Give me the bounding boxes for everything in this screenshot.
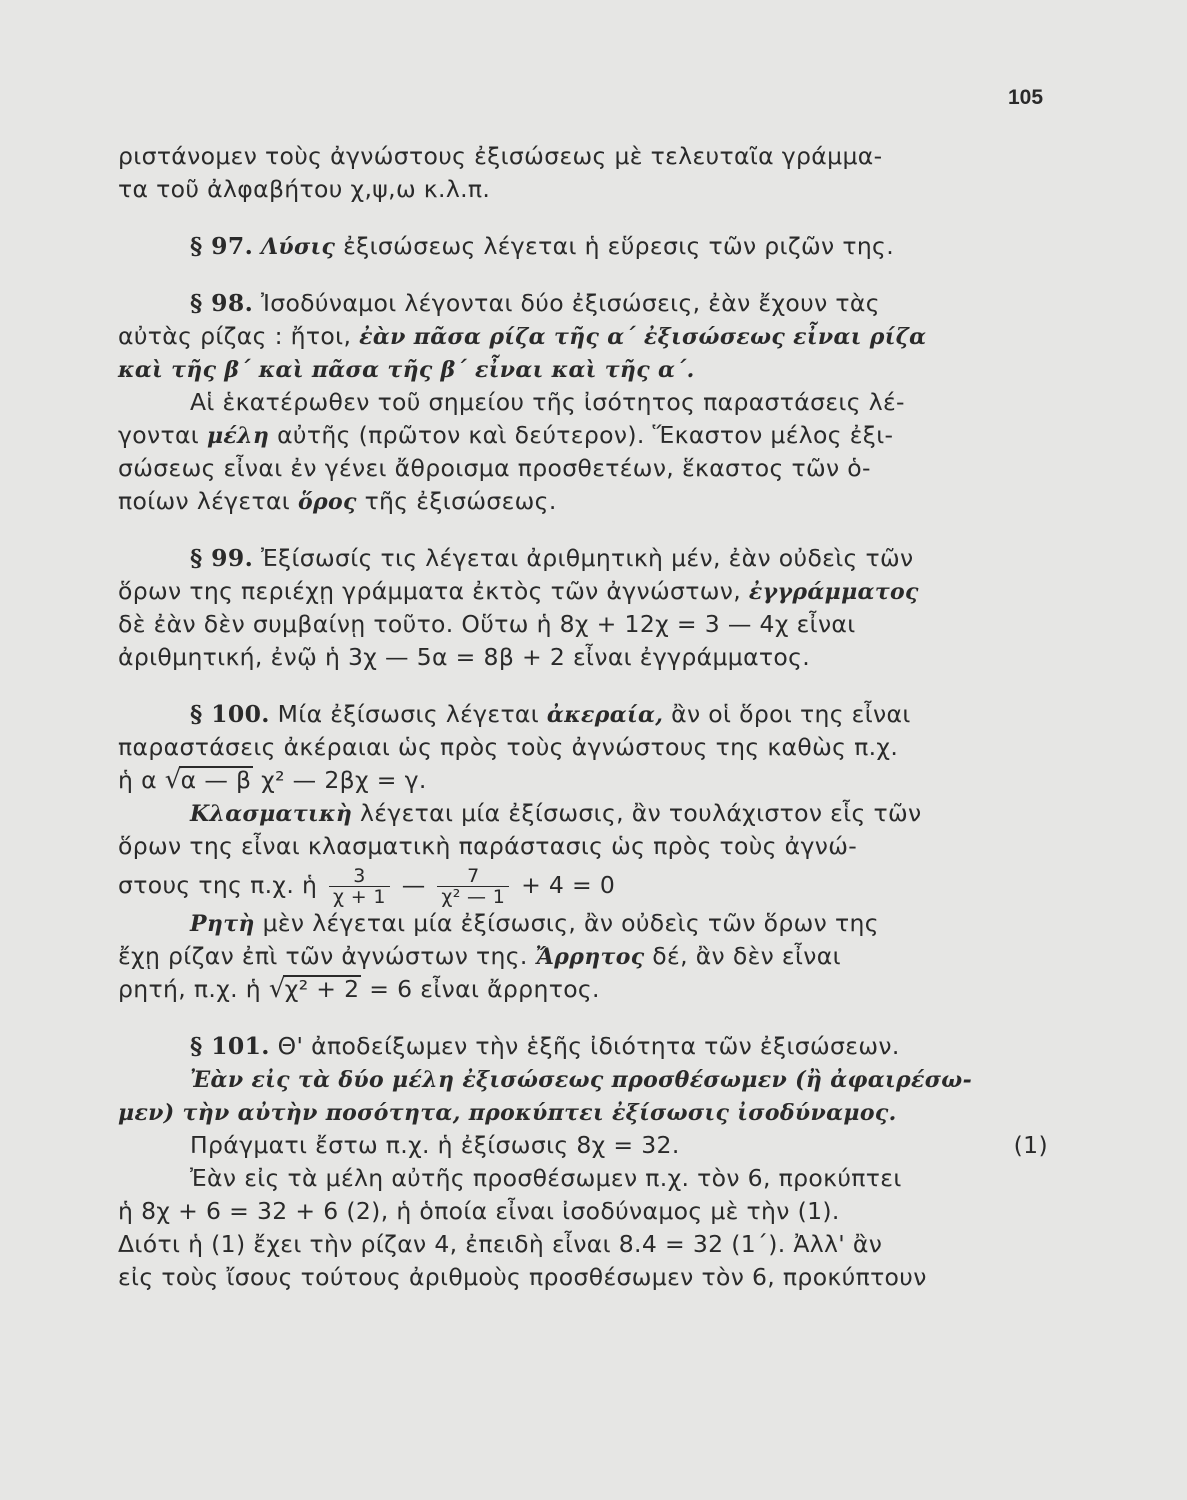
text: Θ' ἀποδείξωμεν τὴν ἑξῆς ἰδιότητα τῶν ἐξισώσεων. xyxy=(277,1032,900,1060)
text-line: Αἱ ἑκατέρωθεν τοῦ σημείου τῆς ἰσότητος παραστάσεις λέ- xyxy=(190,388,905,416)
text: ἐξισώσεως λέγεται ἡ εὕρεσις τῶν ριζῶν της. xyxy=(343,232,895,260)
denominator: χ + 1 xyxy=(333,886,386,908)
text: Πράγματι ἔστω π.χ. ἡ ἐξίσωσις 8χ = 32. xyxy=(190,1131,680,1159)
emphasis: καὶ τῆς β΄ καὶ πᾶσα τῆς β΄ εἶναι καὶ τῆς α΄. xyxy=(118,357,695,383)
term: Λύσις xyxy=(260,234,336,260)
text-line xyxy=(118,1096,1048,1129)
text-line xyxy=(118,940,1048,973)
text: = 6 εἶναι ἄρρητος. xyxy=(369,975,600,1003)
term: ἀκεραία, xyxy=(546,702,664,728)
numerator: 7 xyxy=(437,866,509,887)
text: Ἐξίσωσίς τις λέγεται ἀριθμητικὴ μέν, ἐὰν οὐδεὶς τῶν xyxy=(260,544,914,572)
section-101 xyxy=(118,1030,1048,1063)
text-line: παραστάσεις ἀκέραιαι ὡς πρὸς τοὺς ἀγνώστους της καθὼς π.χ. xyxy=(118,733,899,761)
section-98 xyxy=(118,287,1048,320)
equation-tag: (1) xyxy=(1013,1131,1048,1159)
text: χ² — 2βχ = γ. xyxy=(261,766,427,794)
term: Ρητὴ xyxy=(190,911,255,937)
text-line: ἀριθμητική, ἐνῷ ἡ 3χ — 5α = 8β + 2 εἶναι ἐγγράμματος. xyxy=(118,643,811,671)
text-line: ριστάνομεν τοὺς ἀγνώστους ἐξισώσεως μὲ τελευταῖα γράμμα- xyxy=(118,142,883,170)
text: + 4 = 0 xyxy=(521,871,616,899)
text-line: Διότι ἡ (1) ἔχει τὴν ρίζαν 4, ἐπειδὴ εἶναι 8.4 = 32 (1΄). Ἀλλ' ἂν xyxy=(118,1230,883,1258)
text: ποίων λέγεται xyxy=(118,487,291,515)
text: αὐτῆς (πρῶτον καὶ δεύτερον). Ἕκαστον μέλος ἐξι- xyxy=(277,421,894,449)
text-line xyxy=(118,1063,1048,1096)
text: ἂν οἱ ὅροι της εἶναι xyxy=(671,700,911,728)
term: μέλη xyxy=(206,423,270,449)
text-line xyxy=(118,1129,1048,1162)
radicand: χ² + 2 xyxy=(284,975,360,1003)
emphasis: μεν) τὴν αὐτὴν ποσότητα, προκύπτει ἐξίσωσις ἰσοδύναμος. xyxy=(118,1100,897,1126)
text: Ἰσοδύναμοι λέγονται δύο ἐξισώσεις, ἐὰν ἔχουν τὰς xyxy=(260,289,880,317)
section-number: § 98. xyxy=(190,289,254,317)
formula-line xyxy=(118,973,1048,1006)
text: γονται xyxy=(118,421,200,449)
text: μὲν λέγεται μία ἐξίσωσις, ἂν οὐδεὶς τῶν ὅρων της xyxy=(262,909,879,937)
text: ρητή, π.χ. ἡ xyxy=(118,975,262,1003)
term: Κλασματικὴ xyxy=(190,801,353,827)
section-97 xyxy=(118,230,1048,263)
text-line: εἰς τοὺς ἴσους τούτους ἀριθμοὺς προσθέσωμεν τὸν 6, προκύπτουν xyxy=(118,1263,927,1291)
page-number: 105 xyxy=(1008,86,1044,109)
text-line xyxy=(118,353,1048,386)
radicand: α — β xyxy=(180,766,252,794)
text-line: ἡ 8χ + 6 = 32 + 6 (2), ἡ ὁποία εἶναι ἰσοδύναμος μὲ τὴν (1). xyxy=(118,1197,840,1225)
radical-sign: √ xyxy=(268,974,286,1004)
text-line xyxy=(118,320,1048,353)
section-number: § 99. xyxy=(190,544,254,572)
text: Μία ἐξίσωσις λέγεται xyxy=(277,700,540,728)
section-number: § 97. xyxy=(190,232,254,260)
page-body xyxy=(118,140,1048,1294)
formula-line xyxy=(118,764,1048,797)
text: ὅρων της περιέχῃ γράμματα ἐκτὸς τῶν ἀγνώστων, xyxy=(118,577,742,605)
numerator: 3 xyxy=(329,866,390,887)
emphasis: Ἐὰν εἰς τὰ δύο μέλη ἐξισώσεως προσθέσωμεν (ἢ ἀφαιρέσω- xyxy=(190,1067,973,1093)
text-line: σώσεως εἶναι ἐν γένει ἄθροισμα προσθετέων, ἕκαστος τῶν ὁ- xyxy=(118,454,871,482)
denominator: χ² — 1 xyxy=(441,886,506,908)
radical-sign: √ xyxy=(164,765,182,795)
fraction xyxy=(437,866,509,907)
text: αὐτὰς ρίζας : ἤτοι, xyxy=(118,322,352,350)
text: στους της π.χ. ἡ xyxy=(118,871,318,899)
text-line xyxy=(118,797,1048,830)
text: λέγεται μία ἐξίσωσις, ἂν τουλάχιστον εἷς τῶν xyxy=(360,799,922,827)
text-line: δὲ ἐὰν δὲν συμβαίνῃ τοῦτο. Οὕτω ἡ 8χ + 12χ = 3 — 4χ εἶναι xyxy=(118,610,856,638)
text-line xyxy=(118,575,1048,608)
section-number: § 101. xyxy=(190,1032,270,1060)
emphasis: ἐὰν πᾶσα ρίζα τῆς α΄ ἐξισώσεως εἶναι ρίζα xyxy=(359,324,927,350)
text-line: τα τοῦ ἀλφαβήτου χ,ψ,ω κ.λ.π. xyxy=(118,175,491,203)
text: ἔχῃ ρίζαν ἐπὶ τῶν ἀγνώστων της. xyxy=(118,942,528,970)
text-line xyxy=(118,485,1048,518)
text: τῆς ἐξισώσεως. xyxy=(364,487,557,515)
text: ἡ α xyxy=(118,766,157,794)
section-99 xyxy=(118,542,1048,575)
text-line: ὅρων της εἶναι κλασματικὴ παράστασις ὡς πρὸς τοὺς ἀγνώ- xyxy=(118,832,858,860)
text-line: Ἐὰν εἰς τὰ μέλη αὐτῆς προσθέσωμεν π.χ. τὸν 6, προκύπτει xyxy=(190,1164,902,1192)
term: ὅρος xyxy=(297,489,357,515)
text: δέ, ἂν δὲν εἶναι xyxy=(652,942,841,970)
text-line xyxy=(118,419,1048,452)
formula-line xyxy=(118,863,1048,907)
text-line xyxy=(118,907,1048,940)
fraction xyxy=(329,866,390,907)
section-100 xyxy=(118,698,1048,731)
term: Ἄρρητος xyxy=(535,944,645,970)
term: ἐγγράμματος xyxy=(748,579,919,605)
minus-sign: — xyxy=(401,871,426,899)
section-number: § 100. xyxy=(190,700,270,728)
